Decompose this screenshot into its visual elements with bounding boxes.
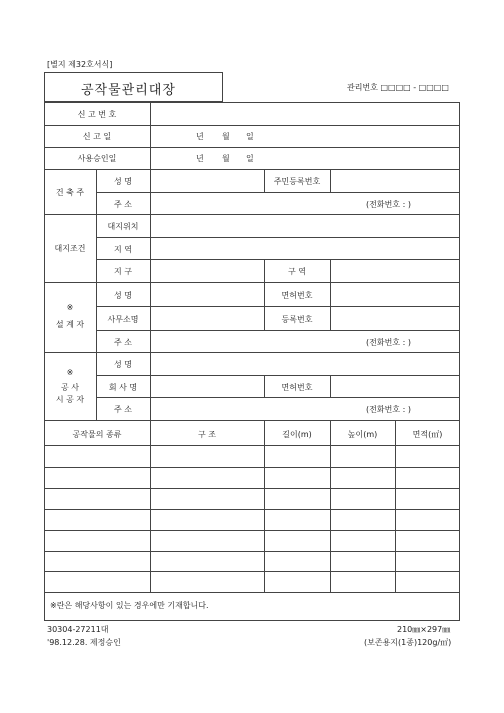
paper-type: (보존용지(1종)120g/㎡) xyxy=(364,638,452,647)
report-date-label: 신 고 일 xyxy=(82,132,112,141)
contractor-phone: (전화번호 : ) xyxy=(366,405,411,414)
report-date-day: 일 xyxy=(246,132,254,141)
owner-group-label: 건 축 주 xyxy=(55,188,85,197)
table-header-area: 면적(㎡) xyxy=(412,430,443,439)
site-location-label: 대지위치 xyxy=(107,222,139,231)
site-group-label: 대지조건 xyxy=(54,244,86,253)
report-number-label: 신 고 번 호 xyxy=(77,110,117,119)
designer-group-label: 설 계 자 xyxy=(55,320,85,329)
report-date-month: 월 xyxy=(222,132,230,141)
paper-size: 210㎜×297㎜ xyxy=(397,625,451,634)
report-date-year: 년 xyxy=(196,132,204,141)
contractor-company-label: 회 사 명 xyxy=(108,383,138,392)
approval-date-year: 년 xyxy=(196,154,204,163)
owner-name-label: 성 명 xyxy=(114,177,132,186)
designer-reg-label: 등록번호 xyxy=(281,315,313,324)
footnote: ※란은 해당사항이 있는 경우에만 기재합니다. xyxy=(50,601,209,610)
site-zone-label: 구 역 xyxy=(288,267,306,276)
contractor-group-label-1: 공 사 xyxy=(61,383,79,392)
contractor-mark: ※ xyxy=(66,368,74,377)
page-title: 공작물관리대장 xyxy=(81,83,176,98)
table-header-length: 길이(m) xyxy=(282,430,312,439)
title-box xyxy=(44,72,223,102)
approval-date-day: 일 xyxy=(246,154,254,163)
contractor-license-label: 면허번호 xyxy=(281,383,313,392)
form-code: 30304-27211대 xyxy=(47,625,109,634)
owner-phone: (전화번호 : ) xyxy=(366,200,411,209)
approval-note: '98.12.28. 제정승인 xyxy=(47,638,121,647)
designer-mark: ※ xyxy=(66,303,74,312)
designer-office-label: 사무소명 xyxy=(107,315,139,324)
contractor-name-label: 성 명 xyxy=(114,360,132,369)
designer-license-label: 면허번호 xyxy=(281,291,313,300)
management-number: 관리번호 □□□□ - □□□□ xyxy=(347,83,449,92)
site-area-label: 지 역 xyxy=(114,245,132,254)
owner-id-label: 주민등록번호 xyxy=(273,177,321,186)
designer-name-label: 성 명 xyxy=(114,291,132,300)
table-header-height: 높이(m) xyxy=(347,430,378,439)
designer-phone: (전화번호 : ) xyxy=(366,338,411,347)
form-tag: [별지 제32호서식] xyxy=(47,60,113,69)
owner-address-label: 주 소 xyxy=(114,200,132,209)
site-district-label: 지 구 xyxy=(114,267,132,276)
approval-date-label: 사용승인일 xyxy=(77,154,117,163)
contractor-group-label-2: 시 공 자 xyxy=(55,395,85,404)
table-header-type: 공작물의 종류 xyxy=(72,430,122,439)
approval-date-month: 월 xyxy=(222,154,230,163)
contractor-address-label: 주 소 xyxy=(114,405,132,414)
table-header-structure: 구 조 xyxy=(198,430,216,439)
designer-address-label: 주 소 xyxy=(114,338,132,347)
